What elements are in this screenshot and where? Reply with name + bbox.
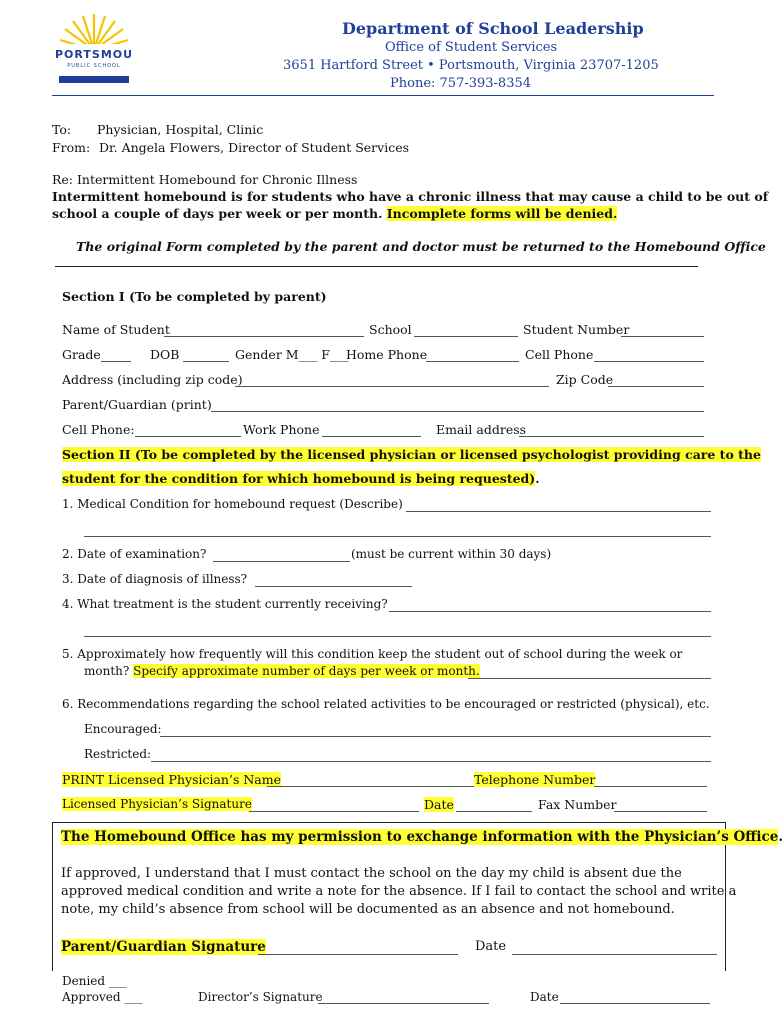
gender-label[interactable]: Gender M___ F___ xyxy=(235,347,349,362)
q4-field-line2[interactable] xyxy=(84,636,711,637)
cell-phone-field[interactable] xyxy=(594,361,704,362)
consent-paragraph-line2: approved medical condition and write a note for the absence. If I fail to contact the school and write a xyxy=(61,884,737,899)
email-label: Email address xyxy=(436,422,527,437)
office-phone: Phone: 757-393-8354 xyxy=(390,76,532,91)
section2-heading-highlight: student for the condition for which homebound is being requested) xyxy=(62,471,536,486)
restricted-field[interactable] xyxy=(151,761,711,762)
work-phone-field[interactable] xyxy=(322,436,421,437)
q5-month-text: month? xyxy=(84,664,130,678)
print-physician-name-label: PRINT Licensed Physician’s Name xyxy=(62,772,281,787)
home-phone-label: Home Phone xyxy=(346,347,428,362)
school-label: School xyxy=(369,322,412,337)
parent-guardian-field[interactable] xyxy=(211,411,704,412)
from-label: From: xyxy=(52,140,91,155)
intro-bold-line2 xyxy=(52,206,617,221)
section2-heading-end: . xyxy=(535,471,540,486)
q2-field[interactable] xyxy=(213,561,350,562)
parent-guardian-label: Parent/Guardian (print) xyxy=(62,397,212,412)
office-address: 3651 Hartford Street • Portsmouth, Virginia 23707-1205 xyxy=(283,58,659,73)
q4-field-line1[interactable] xyxy=(389,611,711,612)
school-field[interactable] xyxy=(414,336,518,337)
denied-checkbox[interactable]: Denied ___ xyxy=(62,974,127,988)
physician-signature-label: Licensed Physician’s Signature xyxy=(62,797,252,811)
telephone-number-label: Telephone Number xyxy=(474,772,596,787)
physician-signature-field[interactable] xyxy=(249,811,419,812)
logo-wordmark: PORTSMOU xyxy=(55,48,134,61)
q2-date-of-examination: 2. Date of examination? xyxy=(62,547,207,561)
parent-signature-label: Parent/Guardian Signature xyxy=(61,939,266,955)
telephone-number-field[interactable] xyxy=(594,786,707,787)
home-phone-field[interactable] xyxy=(426,361,519,362)
cell-phone2-field[interactable] xyxy=(135,436,241,437)
restricted-label: Restricted: xyxy=(84,747,152,761)
q5-frequency-line1: 5. Approximately how frequently will this condition keep the student out of school during the week or xyxy=(62,647,683,661)
physician-date-field[interactable] xyxy=(456,811,532,812)
zip-code-label: Zip Code xyxy=(556,372,614,387)
school-logo xyxy=(55,10,133,90)
approved-checkbox[interactable]: Approved ___ xyxy=(62,990,143,1004)
cell-phone2-label: Cell Phone: xyxy=(62,422,135,437)
permission-end: . xyxy=(778,829,783,845)
to-value: Physician, Hospital, Clinic xyxy=(97,122,264,137)
student-number-field[interactable] xyxy=(621,336,704,337)
section1-heading: Section I (To be completed by parent) xyxy=(62,289,327,304)
address-label: Address (including zip code) xyxy=(62,372,243,387)
name-of-student-field[interactable] xyxy=(164,336,364,337)
from-value: Dr. Angela Flowers, Director of Student Services xyxy=(99,140,410,155)
regarding-line: Re: Intermittent Homebound for Chronic Illness xyxy=(52,172,358,187)
permission-highlight: The Homebound Office has my permission to exchange information with the Physician’s Office xyxy=(61,829,779,845)
q1-medical-condition: 1. Medical Condition for homebound request (Describe) xyxy=(62,497,403,511)
grade-field[interactable] xyxy=(101,361,131,362)
section2-heading-line2 xyxy=(62,471,540,486)
work-phone-label: Work Phone xyxy=(243,422,320,437)
original-form-notice: The original Form completed by the parent and doctor must be returned to the Homebound Office xyxy=(76,239,766,254)
intro-bold-line1: Intermittent homebound is for students who have a chronic illness that may cause a child to be out of xyxy=(52,189,769,204)
logo-subtext: PUBLIC SCHOOL xyxy=(67,63,121,69)
q1-field-line2[interactable] xyxy=(84,536,711,537)
encouraged-label: Encouraged: xyxy=(84,722,162,736)
fax-number-field[interactable] xyxy=(614,811,707,812)
q5-specify-highlight: Specify approximate number of days per week or month. xyxy=(133,664,480,678)
q3-field[interactable] xyxy=(255,586,412,587)
department-title: Department of School Leadership xyxy=(342,19,644,38)
q4-current-treatment: 4. What treatment is the student currently receiving? xyxy=(62,597,388,611)
intro-bold-text: school a couple of days per week or per month. xyxy=(52,206,383,221)
parent-signature-field[interactable] xyxy=(258,954,458,955)
physician-date-label: Date xyxy=(424,797,454,812)
consent-paragraph-line1: If approved, I understand that I must contact the school on the day my child is absent due the xyxy=(61,866,682,881)
q1-field-line1[interactable] xyxy=(406,511,711,512)
email-field[interactable] xyxy=(519,436,704,437)
student-number-label: Student Number xyxy=(523,322,630,337)
q2-note: (must be current within 30 days) xyxy=(351,547,552,561)
to-label: To: xyxy=(52,122,72,137)
print-physician-name-field[interactable] xyxy=(267,786,474,787)
header-divider xyxy=(52,95,714,96)
parent-date-label: Date xyxy=(475,939,507,954)
fax-number-label: Fax Number xyxy=(538,797,617,812)
incomplete-warning: Incomplete forms will be denied. xyxy=(386,206,618,221)
encouraged-field[interactable] xyxy=(160,736,711,737)
section2-heading-line1: Section II (To be completed by the licensed physician or licensed psychologist providing care to the xyxy=(62,447,761,462)
dob-label: DOB xyxy=(150,347,180,362)
name-of-student-label: Name of Student xyxy=(62,322,170,337)
grade-label: Grade xyxy=(62,347,101,362)
q5-frequency-line2 xyxy=(84,664,480,678)
cell-phone-label: Cell Phone xyxy=(525,347,594,362)
director-date-field[interactable] xyxy=(560,1003,710,1004)
q3-date-of-diagnosis: 3. Date of diagnosis of illness? xyxy=(62,572,248,586)
director-signature-field[interactable] xyxy=(318,1003,489,1004)
permission-statement xyxy=(61,829,783,845)
notice-divider xyxy=(55,266,698,267)
parent-date-field[interactable] xyxy=(512,954,717,955)
director-date-label: Date xyxy=(530,990,559,1004)
zip-code-field[interactable] xyxy=(608,386,704,387)
consent-paragraph-line3: note, my child’s absence from school will be documented as an absence and not homebound. xyxy=(61,902,675,917)
q6-recommendations: 6. Recommendations regarding the school related activities to be encouraged or restricted (physical), etc. xyxy=(62,697,710,711)
director-signature-label: Director’s Signature xyxy=(198,990,323,1004)
dob-field[interactable] xyxy=(183,361,229,362)
address-field[interactable] xyxy=(235,386,549,387)
office-name: Office of Student Services xyxy=(385,40,558,55)
q5-field[interactable] xyxy=(468,678,711,679)
